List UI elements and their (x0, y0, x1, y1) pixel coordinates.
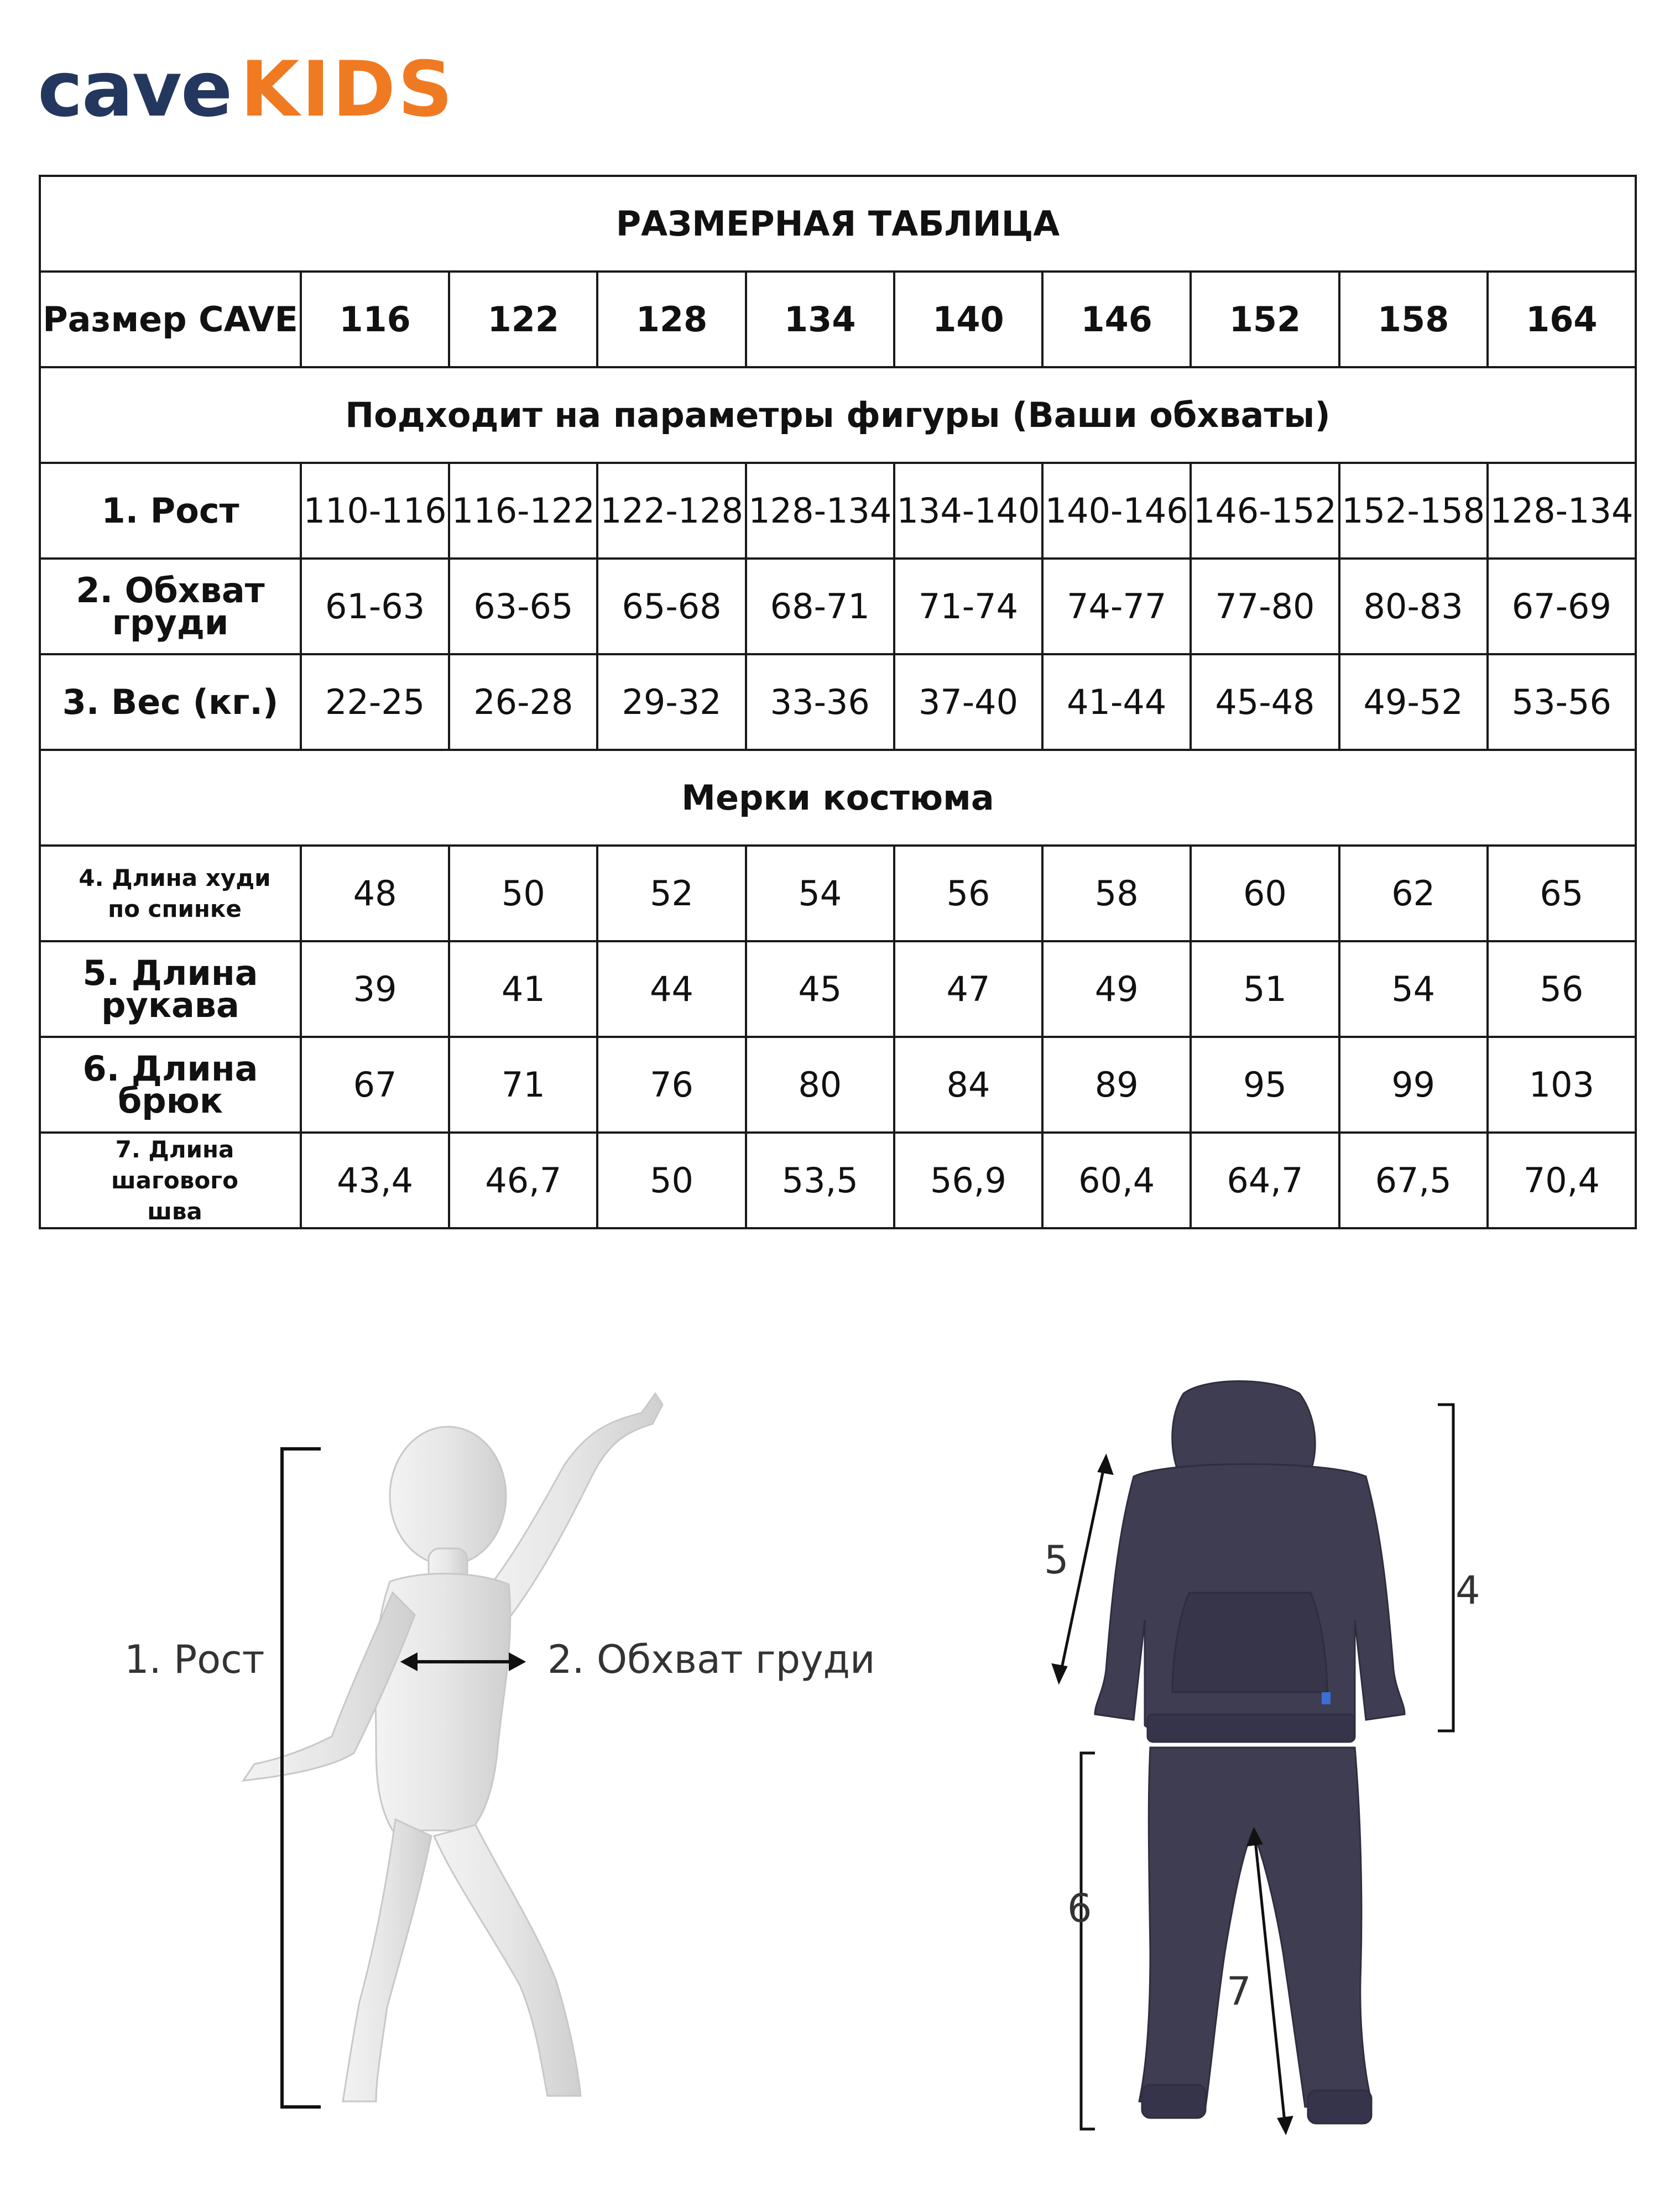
table-cell: 67 (301, 1037, 449, 1133)
table-cell: 54 (1339, 941, 1488, 1037)
table-cell: 71 (449, 1037, 597, 1133)
table-cell: 41 (449, 941, 597, 1037)
table-cell: 74-77 (1042, 559, 1191, 654)
table-cell: 76 (597, 1037, 745, 1133)
size-header-cell: 134 (746, 272, 894, 367)
table-row (40, 654, 1636, 750)
table-cell: 44 (597, 941, 745, 1037)
size-header-cell: 146 (1042, 272, 1191, 367)
table-row (40, 941, 1636, 1037)
table-cell: 64,7 (1191, 1133, 1339, 1228)
section-garment-measurements: Мерки костюма (40, 750, 1636, 846)
table-cell: 152-158 (1339, 463, 1488, 559)
table-cell: 22-25 (301, 654, 449, 750)
row-label-chest: 2. Обхват груди (40, 559, 301, 654)
table-title: РАЗМЕРНАЯ ТАБЛИЦА (40, 176, 1636, 272)
table-cell: 26-28 (449, 654, 597, 750)
table-cell: 110-116 (301, 463, 449, 559)
table-cell: 80 (746, 1037, 894, 1133)
height-bracket (282, 1449, 321, 2107)
table-cell: 45 (746, 941, 894, 1037)
suit-label-4: 4 (1455, 1568, 1480, 1613)
table-cell: 99 (1339, 1037, 1488, 1133)
table-cell: 77-80 (1191, 559, 1339, 654)
table-cell: 39 (301, 941, 449, 1037)
table-cell: 128-134 (1488, 463, 1636, 559)
brand-logo-kids: KIDS (240, 45, 455, 134)
table-title-row (40, 176, 1636, 272)
table-cell: 56 (1488, 941, 1636, 1037)
suit-figure (1040, 1371, 1482, 2146)
size-header-cell: 122 (449, 272, 597, 367)
table-cell: 140-146 (1042, 463, 1191, 559)
section-row-body (40, 367, 1636, 463)
size-header-cell: 116 (301, 272, 449, 367)
table-cell: 49 (1042, 941, 1191, 1037)
table-cell: 51 (1191, 941, 1339, 1037)
table-cell: 33-36 (746, 654, 894, 750)
table-cell: 65-68 (597, 559, 745, 654)
hoodie-tag (1322, 1692, 1331, 1704)
table-cell: 65 (1488, 846, 1636, 941)
table-cell: 37-40 (894, 654, 1042, 750)
table-cell: 128-134 (746, 463, 894, 559)
brand-logo (38, 45, 455, 134)
size-header-cell: 158 (1339, 272, 1488, 367)
table-cell: 80-83 (1339, 559, 1488, 654)
table-row (40, 559, 1636, 654)
size-header-cell: 140 (894, 272, 1042, 367)
table-cell: 63-65 (449, 559, 597, 654)
row-label-inseam-length (40, 1133, 301, 1228)
table-cell: 54 (746, 846, 894, 941)
table-cell: 56 (894, 846, 1042, 941)
table-cell: 47 (894, 941, 1042, 1037)
row-label-weight: 3. Вес (кг.) (40, 654, 301, 750)
table-cell: 61-63 (301, 559, 449, 654)
table-cell: 67-69 (1488, 559, 1636, 654)
table-header-row (40, 272, 1636, 367)
brand-logo-cave: cave (38, 45, 232, 134)
table-row (40, 463, 1636, 559)
mannequin-figure (210, 1383, 708, 2124)
suit-label-5: 5 (1044, 1537, 1069, 1583)
table-row (40, 1133, 1636, 1228)
table-cell: 116-122 (449, 463, 597, 559)
table-cell: 62 (1339, 846, 1488, 941)
table-cell: 29-32 (597, 654, 745, 750)
table-cell: 60 (1191, 846, 1339, 941)
table-cell: 50 (449, 846, 597, 941)
table-cell: 84 (894, 1037, 1042, 1133)
table-cell: 46,7 (449, 1133, 597, 1228)
hoodie (1095, 1381, 1405, 1743)
size-header-cell: 164 (1488, 272, 1636, 367)
row-label-sleeve-length: 5. Длина рукава (40, 941, 301, 1037)
row-label-line: по спинке (108, 895, 242, 922)
mannequin-chest-label: 2. Обхват груди (547, 1637, 875, 1682)
table-cell: 60,4 (1042, 1133, 1191, 1228)
row-label-pants-length: 6. Длина брюк (40, 1037, 301, 1133)
table-cell: 70,4 (1488, 1133, 1636, 1228)
table-cell: 43,4 (301, 1133, 449, 1228)
table-cell: 89 (1042, 1037, 1191, 1133)
table-cell: 53,5 (746, 1133, 894, 1228)
table-cell: 41-44 (1042, 654, 1191, 750)
row-label-line: 4. Длина худи (79, 864, 271, 891)
mannequin-body (243, 1394, 662, 2101)
table-cell: 56,9 (894, 1133, 1042, 1228)
table-cell: 45-48 (1191, 654, 1339, 750)
table-cell: 122-128 (597, 463, 745, 559)
table-cell: 49-52 (1339, 654, 1488, 750)
pants (1139, 1747, 1371, 2124)
table-cell: 48 (301, 846, 449, 941)
table-cell: 58 (1042, 846, 1191, 941)
section-row-garment (40, 750, 1636, 846)
suit-label-7: 7 (1227, 1969, 1251, 2014)
table-cell: 71-74 (894, 559, 1042, 654)
row-label-hoodie-length (40, 846, 301, 941)
mannequin-height-label: 1. Рост (124, 1637, 265, 1682)
table-cell: 52 (597, 846, 745, 941)
suit-label-6: 6 (1067, 1886, 1092, 1931)
row-label-line: шва (147, 1197, 202, 1225)
row-label-line: 7. Длина шагового (111, 1135, 238, 1194)
table-cell: 146-152 (1191, 463, 1339, 559)
table-cell: 67,5 (1339, 1133, 1488, 1228)
size-header-label: Размер CAVE (40, 272, 301, 367)
size-header-cell: 152 (1191, 272, 1339, 367)
table-cell: 95 (1191, 1037, 1339, 1133)
size-table (39, 175, 1637, 1229)
section-body-params: Подходит на параметры фигуры (Ваши обхваты) (40, 367, 1636, 463)
table-row (40, 1037, 1636, 1133)
table-cell: 103 (1488, 1037, 1636, 1133)
table-row (40, 846, 1636, 941)
table-cell: 134-140 (894, 463, 1042, 559)
size-header-cell: 128 (597, 272, 745, 367)
table-cell: 50 (597, 1133, 745, 1228)
table-cell: 53-56 (1488, 654, 1636, 750)
row-label-height: 1. Рост (40, 463, 301, 559)
table-cell: 68-71 (746, 559, 894, 654)
